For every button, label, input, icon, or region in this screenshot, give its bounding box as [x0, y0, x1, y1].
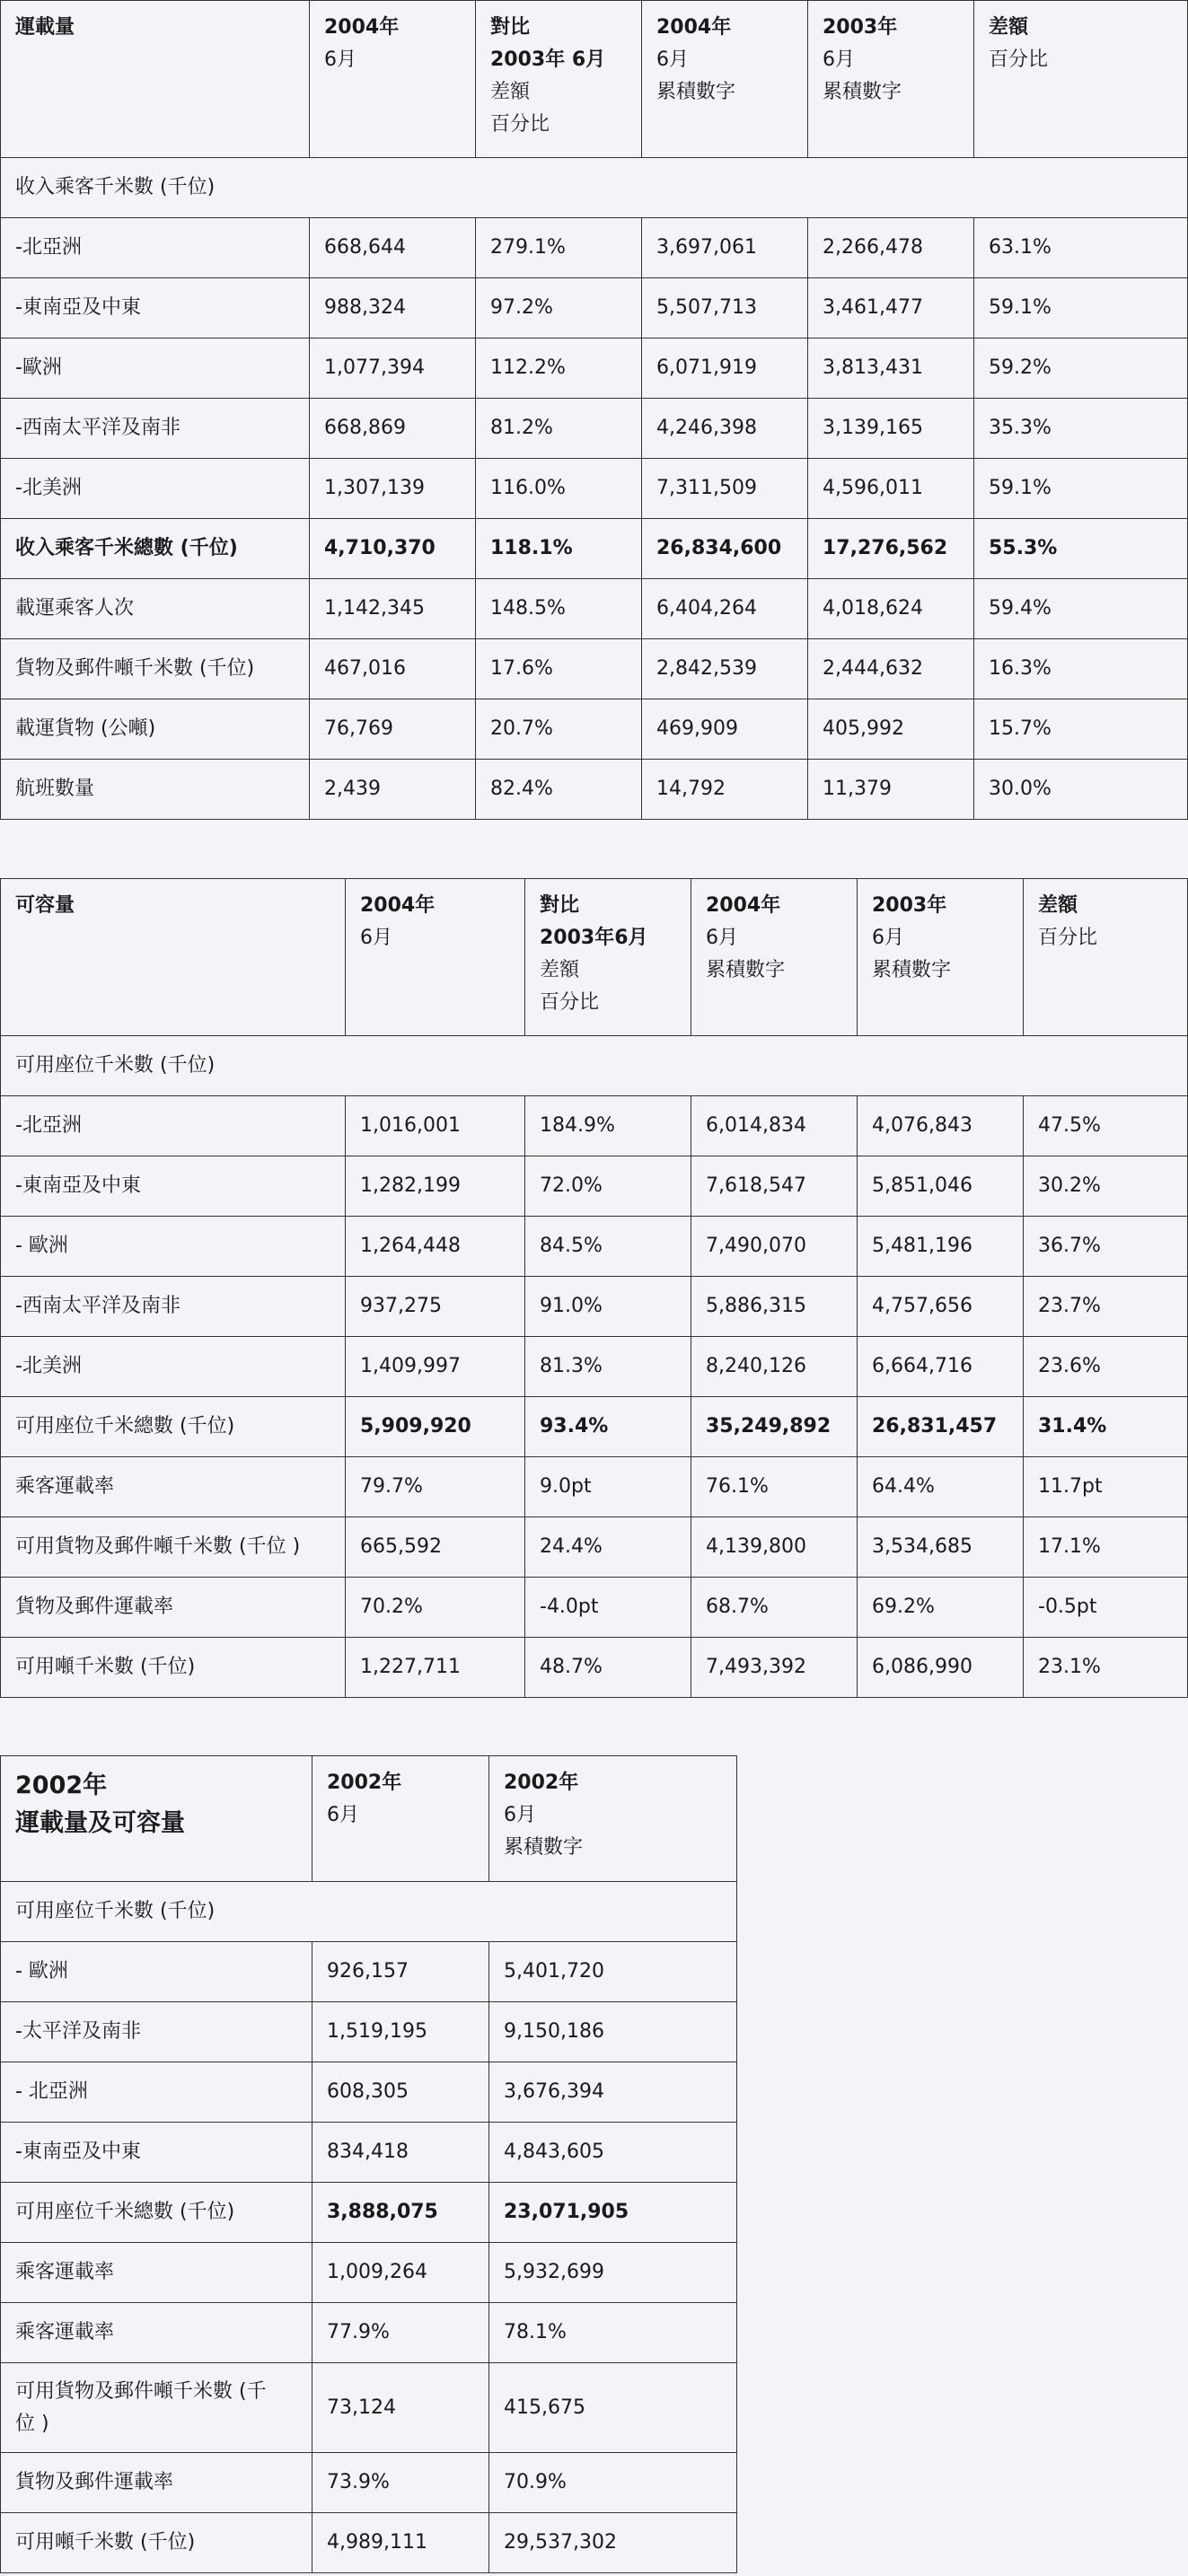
table-cell: 668,644: [310, 218, 476, 278]
table-cell: 76,769: [310, 699, 476, 760]
table-row: [1, 1156, 1188, 1217]
table-cell: 70.2%: [346, 1578, 525, 1638]
table-cell: 47.5%: [1024, 1096, 1188, 1156]
row-label: 可用貨物及郵件噸千米數 (千位 ): [1, 1517, 346, 1578]
table-cell: 5,886,315: [691, 1277, 858, 1337]
table-cell: 5,401,720: [489, 1942, 737, 2002]
table-cell: 26,831,457: [858, 1397, 1024, 1457]
header-row: [1, 879, 1188, 1036]
table-row: [1, 760, 1188, 820]
table-cell: 77.9%: [312, 2303, 489, 2363]
table-row: [1, 1096, 1188, 1156]
table-cell: 148.5%: [476, 579, 642, 639]
capacity-table-body: [1, 879, 1188, 1698]
table-cell: 35,249,892: [691, 1397, 858, 1457]
table-cell: 6,086,990: [858, 1638, 1024, 1698]
table-cell: 1,409,997: [346, 1337, 525, 1397]
table-cell: 608,305: [312, 2062, 489, 2123]
row-label: -太平洋及南非: [1, 2002, 312, 2062]
table-cell: 1,307,139: [310, 459, 476, 519]
table-cell: 469,909: [642, 699, 808, 760]
table-cell: 4,018,624: [808, 579, 974, 639]
column-header: 對比 2003年 6月 差額 百分比: [476, 1, 642, 158]
table-cell: 31.4%: [1024, 1397, 1188, 1457]
table-row: [1, 1578, 1188, 1638]
table-row: [1, 1277, 1188, 1337]
table-row: [1, 399, 1188, 459]
section-label: 可用座位千米數 (千位): [1, 1036, 1188, 1096]
row-label: 貨物及郵件運載率: [1, 1578, 346, 1638]
table-cell: 7,311,509: [642, 459, 808, 519]
table-cell: 30.2%: [1024, 1156, 1188, 1217]
table-row: [1, 2303, 737, 2363]
row-label: -北亞洲: [1, 218, 310, 278]
table-cell: 23,071,905: [489, 2183, 737, 2243]
row-label: 乘客運載率: [1, 1457, 346, 1517]
table-cell: 3,139,165: [808, 399, 974, 459]
table-cell: 1,142,345: [310, 579, 476, 639]
table-row: [1, 519, 1188, 579]
table-cell: 23.1%: [1024, 1638, 1188, 1698]
table-cell: 116.0%: [476, 459, 642, 519]
table-cell: 834,418: [312, 2123, 489, 2183]
table-cell: 6,014,834: [691, 1096, 858, 1156]
row-label: - 北亞洲: [1, 2062, 312, 2123]
table-row: [1, 1457, 1188, 1517]
column-header: 差額 百分比: [974, 1, 1188, 158]
row-label: -西南太平洋及南非: [1, 1277, 346, 1337]
column-header: 2004年 6月: [310, 1, 476, 158]
row-label: -北美洲: [1, 459, 310, 519]
table-cell: 4,596,011: [808, 459, 974, 519]
table-row: [1, 1397, 1188, 1457]
table-cell: 1,227,711: [346, 1638, 525, 1698]
section-label: 可用座位千米數 (千位): [1, 1882, 737, 1942]
table-cell: 668,869: [310, 399, 476, 459]
table-cell: 9,150,186: [489, 2002, 737, 2062]
section-row: [1, 1882, 737, 1942]
table-cell: 17.1%: [1024, 1517, 1188, 1578]
table-cell: 4,246,398: [642, 399, 808, 459]
table-row: [1, 2513, 737, 2573]
table-cell: 15.7%: [974, 699, 1188, 760]
table-cell: 1,009,264: [312, 2243, 489, 2303]
table-cell: 7,490,070: [691, 1217, 858, 1277]
table-cell: 6,071,919: [642, 338, 808, 399]
column-header: 2003年 6月 累積數字: [858, 879, 1024, 1036]
table-row: [1, 459, 1188, 519]
table-cell: 20.7%: [476, 699, 642, 760]
table-cell: 7,618,547: [691, 1156, 858, 1217]
table-cell: 59.1%: [974, 278, 1188, 338]
row-label: -北美洲: [1, 1337, 346, 1397]
row-label: -歐洲: [1, 338, 310, 399]
row-label: -東南亞及中東: [1, 278, 310, 338]
table-cell: 81.3%: [525, 1337, 691, 1397]
table-cell: 59.1%: [974, 459, 1188, 519]
table-cell: 2,842,539: [642, 639, 808, 699]
row-label: -東南亞及中東: [1, 2123, 312, 2183]
traffic-table: [0, 0, 1188, 820]
table-row: [1, 1638, 1188, 1698]
table-row: [1, 218, 1188, 278]
table-cell: 59.4%: [974, 579, 1188, 639]
table-cell: 112.2%: [476, 338, 642, 399]
table-cell: 467,016: [310, 639, 476, 699]
table-cell: 4,843,605: [489, 2123, 737, 2183]
table-cell: 84.5%: [525, 1217, 691, 1277]
section-label: 收入乘客千米數 (千位): [1, 158, 1188, 218]
table-cell: 1,016,001: [346, 1096, 525, 1156]
table-cell: 2,266,478: [808, 218, 974, 278]
column-header: 2002年 運載量及可容量: [1, 1756, 312, 1882]
table-row: [1, 2002, 737, 2062]
table-cell: 93.4%: [525, 1397, 691, 1457]
table-cell: 5,932,699: [489, 2243, 737, 2303]
row-label: - 歐洲: [1, 1217, 346, 1277]
row-label: 可用座位千米總數 (千位): [1, 2183, 312, 2243]
table-cell: 68.7%: [691, 1578, 858, 1638]
column-header: 2004年 6月 累積數字: [691, 879, 858, 1036]
column-header: 差額 百分比: [1024, 879, 1188, 1036]
table-cell: 76.1%: [691, 1457, 858, 1517]
table-cell: 3,534,685: [858, 1517, 1024, 1578]
table-cell: 6,664,716: [858, 1337, 1024, 1397]
column-header: 運載量: [1, 1, 310, 158]
table-cell: -0.5pt: [1024, 1578, 1188, 1638]
traffic-capacity-2002-table-body: [1, 1756, 737, 2573]
table-cell: 184.9%: [525, 1096, 691, 1156]
row-label: 可用座位千米總數 (千位): [1, 1397, 346, 1457]
column-header: 2004年 6月: [346, 879, 525, 1036]
section-row: [1, 1036, 1188, 1096]
table-cell: 3,697,061: [642, 218, 808, 278]
table-cell: 64.4%: [858, 1457, 1024, 1517]
table-row: [1, 639, 1188, 699]
table-row: [1, 1337, 1188, 1397]
table-cell: 91.0%: [525, 1277, 691, 1337]
table-cell: 1,282,199: [346, 1156, 525, 1217]
table-cell: 415,675: [489, 2363, 737, 2453]
table-row: [1, 699, 1188, 760]
row-label: -東南亞及中東: [1, 1156, 346, 1217]
table-cell: 30.0%: [974, 760, 1188, 820]
row-label: 收入乘客千米總數 (千位): [1, 519, 310, 579]
table-cell: 665,592: [346, 1517, 525, 1578]
table-cell: 5,507,713: [642, 278, 808, 338]
table-row: [1, 338, 1188, 399]
table-cell: 23.7%: [1024, 1277, 1188, 1337]
column-header: 2004年 6月 累積數字: [642, 1, 808, 158]
table-cell: 937,275: [346, 1277, 525, 1337]
capacity-table: [0, 878, 1188, 1698]
table-cell: 4,757,656: [858, 1277, 1024, 1337]
table-cell: 35.3%: [974, 399, 1188, 459]
table-cell: 1,077,394: [310, 338, 476, 399]
table-cell: 9.0pt: [525, 1457, 691, 1517]
table-cell: 3,676,394: [489, 2062, 737, 2123]
table-cell: 4,710,370: [310, 519, 476, 579]
table-cell: 2,439: [310, 760, 476, 820]
table-cell: 36.7%: [1024, 1217, 1188, 1277]
table-cell: 118.1%: [476, 519, 642, 579]
column-header: 2003年 6月 累積數字: [808, 1, 974, 158]
traffic-table-body: [1, 1, 1188, 820]
column-header: 2002年 6月 累積數字: [489, 1756, 737, 1882]
table-cell: 26,834,600: [642, 519, 808, 579]
table-cell: 4,989,111: [312, 2513, 489, 2573]
traffic-capacity-2002-table: [0, 1755, 737, 2573]
table-row: [1, 1217, 1188, 1277]
table-cell: 5,851,046: [858, 1156, 1024, 1217]
row-label: -北亞洲: [1, 1096, 346, 1156]
row-label: -西南太平洋及南非: [1, 399, 310, 459]
table-cell: 23.6%: [1024, 1337, 1188, 1397]
table-cell: 17.6%: [476, 639, 642, 699]
table-cell: 11.7pt: [1024, 1457, 1188, 1517]
row-label: 貨物及郵件運載率: [1, 2453, 312, 2513]
table-cell: 73,124: [312, 2363, 489, 2453]
table-cell: 5,909,920: [346, 1397, 525, 1457]
column-header: 2002年 6月: [312, 1756, 489, 1882]
table-cell: 1,264,448: [346, 1217, 525, 1277]
column-header: 可容量: [1, 879, 346, 1036]
table-cell: 79.7%: [346, 1457, 525, 1517]
table-cell: 14,792: [642, 760, 808, 820]
table-row: [1, 2123, 737, 2183]
table-cell: 78.1%: [489, 2303, 737, 2363]
table-cell: 16.3%: [974, 639, 1188, 699]
table-cell: 69.2%: [858, 1578, 1024, 1638]
table-cell: 7,493,392: [691, 1638, 858, 1698]
table-row: [1, 2062, 737, 2123]
table-cell: 988,324: [310, 278, 476, 338]
table-row: [1, 2363, 737, 2453]
table-cell: 17,276,562: [808, 519, 974, 579]
table-cell: 279.1%: [476, 218, 642, 278]
header-row: [1, 1756, 737, 1882]
table-cell: 97.2%: [476, 278, 642, 338]
row-label: 乘客運載率: [1, 2303, 312, 2363]
table-row: [1, 2453, 737, 2513]
row-label: 可用噸千米數 (千位): [1, 1638, 346, 1698]
table-cell: 8,240,126: [691, 1337, 858, 1397]
row-label: 航班數量: [1, 760, 310, 820]
table-row: [1, 1942, 737, 2002]
section-row: [1, 158, 1188, 218]
table-cell: 4,076,843: [858, 1096, 1024, 1156]
table-cell: 5,481,196: [858, 1217, 1024, 1277]
table-cell: 1,519,195: [312, 2002, 489, 2062]
table-cell: 29,537,302: [489, 2513, 737, 2573]
table-row: [1, 2243, 737, 2303]
table-cell: 81.2%: [476, 399, 642, 459]
table-cell: 48.7%: [525, 1638, 691, 1698]
table-cell: 3,813,431: [808, 338, 974, 399]
table-cell: 73.9%: [312, 2453, 489, 2513]
table-row: [1, 1517, 1188, 1578]
table-cell: 3,888,075: [312, 2183, 489, 2243]
table-cell: 24.4%: [525, 1517, 691, 1578]
table-cell: 59.2%: [974, 338, 1188, 399]
table-row: [1, 579, 1188, 639]
table-row: [1, 2183, 737, 2243]
row-label: 載運貨物 (公噸): [1, 699, 310, 760]
row-label: 可用貨物及郵件噸千米數 (千 位 ): [1, 2363, 312, 2453]
row-label: 可用噸千米數 (千位): [1, 2513, 312, 2573]
table-row: [1, 278, 1188, 338]
row-label: - 歐洲: [1, 1942, 312, 2002]
table-cell: 55.3%: [974, 519, 1188, 579]
table-cell: 6,404,264: [642, 579, 808, 639]
table-cell: 70.9%: [489, 2453, 737, 2513]
table-cell: 11,379: [808, 760, 974, 820]
column-header: 對比 2003年6月 差額 百分比: [525, 879, 691, 1036]
table-cell: 4,139,800: [691, 1517, 858, 1578]
table-cell: 63.1%: [974, 218, 1188, 278]
header-row: [1, 1, 1188, 158]
table-cell: 926,157: [312, 1942, 489, 2002]
table-cell: 72.0%: [525, 1156, 691, 1217]
row-label: 載運乘客人次: [1, 579, 310, 639]
table-cell: 2,444,632: [808, 639, 974, 699]
row-label: 貨物及郵件噸千米數 (千位): [1, 639, 310, 699]
table-cell: 405,992: [808, 699, 974, 760]
table-cell: 82.4%: [476, 760, 642, 820]
row-label: 乘客運載率: [1, 2243, 312, 2303]
table-cell: -4.0pt: [525, 1578, 691, 1638]
table-cell: 3,461,477: [808, 278, 974, 338]
